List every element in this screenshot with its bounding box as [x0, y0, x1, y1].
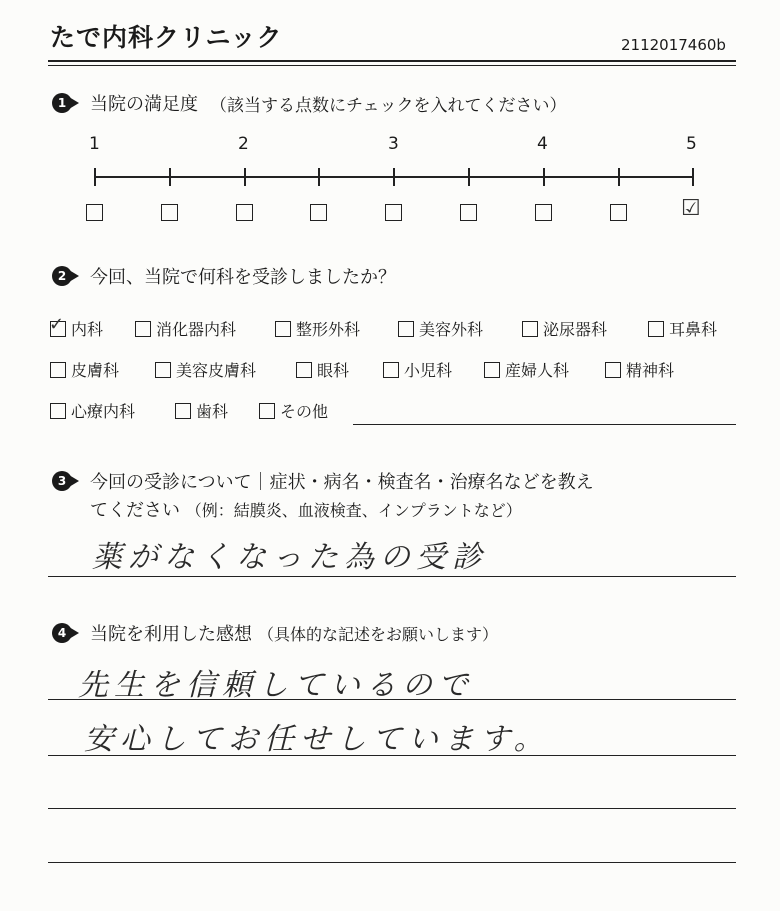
scale-tick [692, 168, 694, 186]
q2-number: 2 [52, 266, 72, 286]
arrow-icon [69, 627, 79, 639]
department-option[interactable] [398, 317, 483, 340]
rating-checkbox[interactable] [161, 204, 178, 221]
scale-label-4: 4 [537, 134, 548, 154]
department-checkbox[interactable] [259, 403, 275, 419]
q4-answer-rule-2 [48, 755, 736, 756]
q3-title-line2: てください [90, 500, 180, 521]
department-checkbox[interactable] [49, 313, 66, 337]
q3-heading [52, 468, 594, 494]
arrow-icon [69, 270, 79, 282]
q1-title: 当院の満足度 [90, 94, 198, 115]
department-option[interactable] [484, 358, 569, 381]
department-option[interactable] [155, 358, 256, 381]
q4-subtitle: （具体的な記述をお願いします） [258, 624, 499, 644]
check-mark-icon: ☑ [681, 196, 701, 221]
question-number-icon [52, 471, 82, 491]
department-option[interactable] [275, 317, 360, 340]
q2-title: 今回、当院で何科を受診しましたか？ [90, 267, 396, 288]
scale-tick [618, 168, 620, 186]
rating-checkbox[interactable] [460, 204, 477, 221]
q3-example: （例：結膜炎、血液検査、インプラントなど） [185, 501, 522, 520]
department-label: 小児科 [404, 361, 453, 380]
scale-tick [468, 168, 470, 186]
scale-tick [318, 168, 320, 186]
department-label: 歯科 [196, 402, 229, 421]
department-label: 消化器内科 [156, 320, 237, 339]
scale-label-3: 3 [388, 134, 399, 154]
q4-title: 当院を利用した感想 [90, 624, 252, 645]
q3-answer-line [48, 576, 736, 577]
department-option[interactable] [648, 317, 717, 340]
rating-checkbox[interactable] [610, 204, 627, 221]
department-label: 美容皮膚科 [176, 361, 257, 380]
q4-number: 4 [52, 623, 72, 643]
department-option[interactable] [175, 399, 228, 422]
q3-answer: 薬がなくなった為の受診 [92, 540, 488, 575]
department-checkbox[interactable] [155, 362, 171, 378]
department-checkbox[interactable] [398, 321, 414, 337]
q4-answer-line1: 先生を信頼しているので [78, 668, 474, 703]
department-label: 精神科 [626, 361, 675, 380]
other-department-line [353, 424, 736, 425]
department-checkbox[interactable] [135, 321, 151, 337]
rating-checkbox[interactable] [681, 196, 701, 221]
scale-label-2: 2 [238, 134, 249, 154]
department-option[interactable] [605, 358, 674, 381]
q4-answer-line2: 安心してお任せしています。 [84, 722, 550, 757]
department-option[interactable] [49, 313, 104, 340]
department-checkbox[interactable] [648, 321, 664, 337]
q2-heading [52, 263, 396, 289]
header-rule-thin [48, 65, 736, 66]
department-checkbox[interactable] [522, 321, 538, 337]
document-id: 2112017460b [621, 36, 726, 54]
department-label: 眼科 [317, 361, 350, 380]
q3-number: 3 [52, 471, 72, 491]
scale-tick [244, 168, 246, 186]
q3-title-line2-row [90, 496, 522, 522]
department-label: 美容外科 [419, 320, 484, 339]
department-checkbox[interactable] [383, 362, 399, 378]
question-number-icon [52, 93, 82, 113]
rating-checkbox[interactable] [310, 204, 327, 221]
rating-checkbox[interactable] [236, 204, 253, 221]
department-checkbox[interactable] [175, 403, 191, 419]
department-checkbox[interactable] [605, 362, 621, 378]
department-checkbox[interactable] [50, 362, 66, 378]
scale-tick [543, 168, 545, 186]
scale-tick [169, 168, 171, 186]
check-mark-icon: ✓ [49, 313, 65, 335]
department-checkbox[interactable] [50, 403, 66, 419]
department-label: その他 [280, 402, 329, 421]
rating-checkbox[interactable] [86, 204, 103, 221]
department-label: 皮膚科 [71, 361, 120, 380]
scale-tick [94, 168, 96, 186]
scale-tick [393, 168, 395, 186]
scale-label-1: 1 [89, 134, 100, 154]
department-label: 整形外科 [296, 320, 361, 339]
department-option[interactable] [296, 358, 349, 381]
department-option[interactable] [135, 317, 236, 340]
q1-subtitle: （該当する点数にチェックを入れてください） [210, 95, 567, 116]
arrow-icon [69, 97, 79, 109]
scale-label-5: 5 [686, 134, 697, 154]
department-label: 産婦人科 [505, 361, 570, 380]
q4-answer-rule-1 [48, 699, 736, 700]
q1-heading [52, 90, 567, 116]
question-number-icon [52, 266, 82, 286]
department-checkbox[interactable] [275, 321, 291, 337]
department-option[interactable] [50, 358, 119, 381]
department-checkbox[interactable] [296, 362, 312, 378]
q1-number: 1 [52, 93, 72, 113]
department-label: 心療内科 [71, 402, 136, 421]
q4-answer-rule-4 [48, 862, 736, 863]
department-option[interactable] [50, 399, 135, 422]
department-label: 泌尿器科 [543, 320, 608, 339]
rating-checkbox[interactable] [385, 204, 402, 221]
department-label: 耳鼻科 [669, 320, 718, 339]
question-number-icon [52, 623, 82, 643]
header-rule [48, 60, 736, 62]
clinic-name: たで内科クリニック [50, 23, 283, 52]
department-checkbox[interactable] [484, 362, 500, 378]
q4-heading [52, 620, 498, 646]
department-option[interactable] [522, 317, 607, 340]
q4-answer-rule-3 [48, 808, 736, 809]
q3-title-line1: 今回の受診について｜症状・病名・検査名・治療名などを教え [90, 472, 594, 493]
department-option[interactable] [383, 358, 452, 381]
department-option[interactable] [259, 399, 328, 422]
rating-checkbox[interactable] [535, 204, 552, 221]
arrow-icon [69, 475, 79, 487]
department-label: 内科 [71, 320, 104, 339]
